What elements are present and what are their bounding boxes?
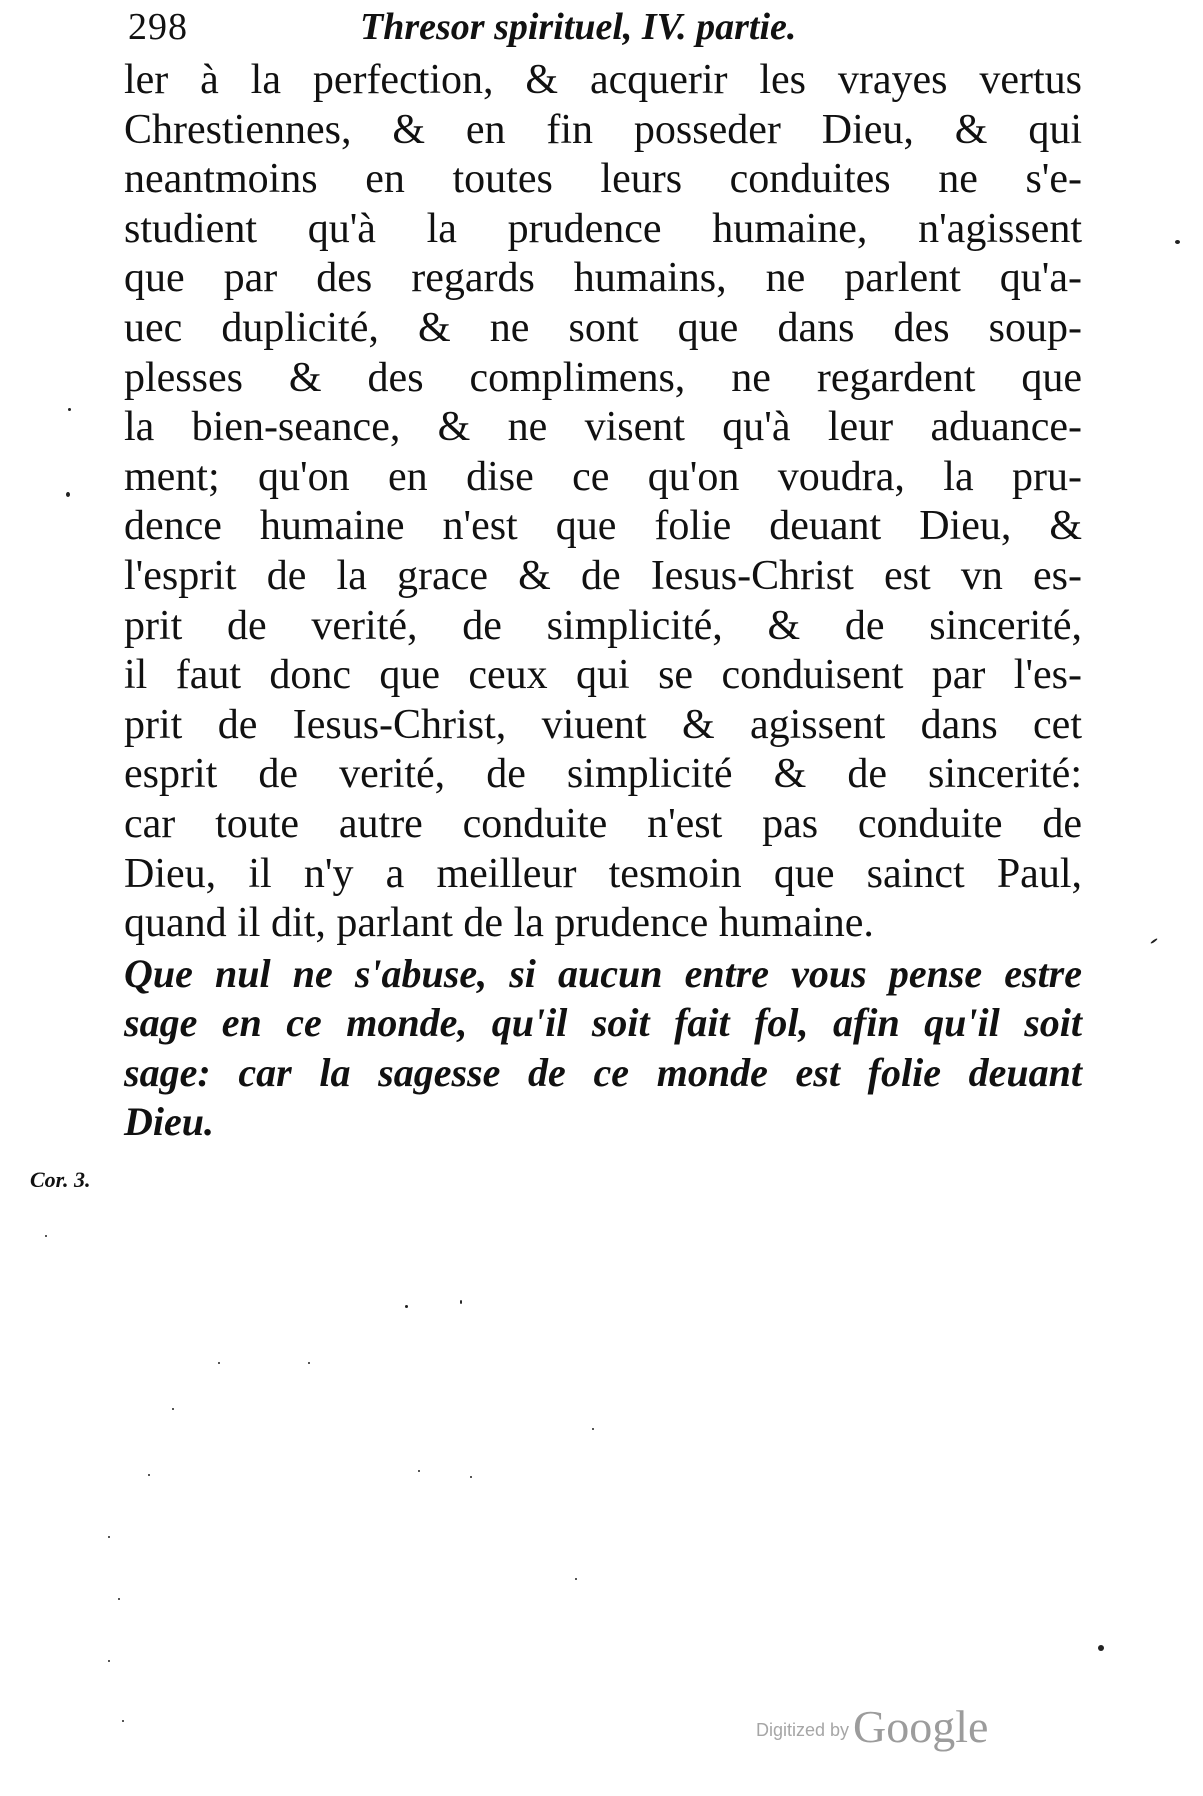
scripture-quote: [124, 949, 1082, 1147]
digitized-by-label: Digitized by: [756, 1720, 850, 1740]
margin-note: Cor. 3.: [30, 1167, 91, 1192]
quote-line: sage en ce monde, qu'il soit fait fol, afin qu'il soit: [124, 1000, 1082, 1046]
page-number: 298: [128, 6, 188, 48]
prose-paragraph: [124, 56, 1082, 949]
text-line: ler à la perfection, & acquerir les vrayes vertus: [124, 57, 1082, 103]
text-line: esprit de verité, de simplicité & de sincerité:: [124, 751, 1082, 798]
text-line: ment; qu'on en dise ce qu'on voudra, la pru-: [124, 453, 1082, 500]
quote-line: sage: car la sagesse de ce monde est folie deuant: [124, 1049, 1082, 1095]
text-line: l'esprit de la grace & de Iesus-Christ est vn es-: [124, 552, 1082, 599]
running-title: Thresor spirituel, IV. partie.: [360, 6, 797, 48]
text-line: prit de Iesus-Christ, viuent & agissent dans cet: [124, 701, 1082, 748]
running-head: [128, 2, 1088, 52]
google-logo: Google: [853, 1701, 989, 1752]
quote-line: Que nul ne s'abuse, si aucun entre vous pense estre: [124, 950, 1082, 996]
text-line: dence humaine n'est que folie deuant Dieu, &: [124, 503, 1082, 550]
digitized-watermark: [756, 1700, 988, 1760]
quote-line: Dieu.: [124, 1099, 214, 1145]
text-line: il faut donc que ceux qui se conduisent par l'es-: [124, 652, 1082, 699]
text-line: studient qu'à la prudence humaine, n'agissent: [124, 205, 1082, 252]
text-line: que par des regards humains, ne parlent qu'a-: [124, 255, 1082, 302]
text-line: plesses & des complimens, ne regardent que: [124, 354, 1082, 401]
text-line: neantmoins en toutes leurs conduites ne s'e-: [124, 156, 1082, 203]
text-line: la bien-seance, & ne visent qu'à leur aduance-: [124, 404, 1082, 451]
text-line: Dieu, il n'y a meilleur tesmoin que sainct Paul,: [124, 850, 1082, 897]
text-line: prit de verité, de simplicité, & de sincerité,: [124, 602, 1082, 649]
text-line: car toute autre conduite n'est pas conduite de: [124, 800, 1082, 847]
text-line: uec duplicité, & ne sont que dans des soup-: [124, 304, 1082, 351]
body-text: [124, 56, 1082, 1147]
text-line: quand il dit, parlant de la prudence humaine.: [124, 900, 874, 947]
text-line: Chrestiennes, & en fin posseder Dieu, & qui: [124, 106, 1082, 153]
